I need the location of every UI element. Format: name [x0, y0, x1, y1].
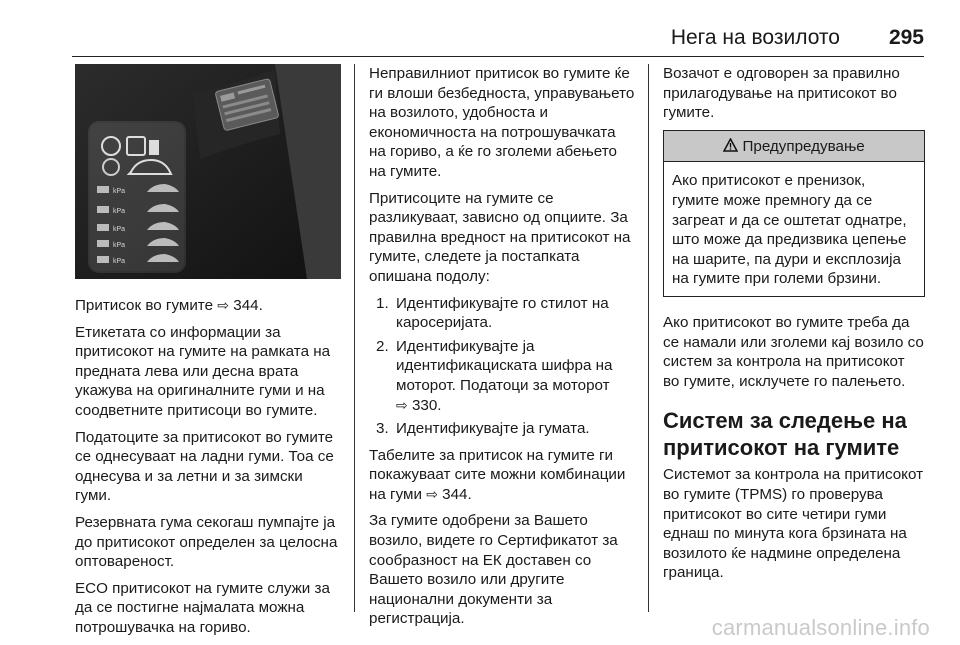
column-divider-2 [648, 64, 649, 612]
paragraph: Табелите за притисок на гумите ги покажуваат сите можни комбинации на гуми ⇨ 344. [369, 446, 626, 503]
step-number: 1. [376, 294, 389, 312]
step-text: Идентификувајте ја идентификацискaта шифра на моторот. Податоци за моторот [396, 337, 613, 394]
label-kpa-5: kPa [113, 258, 126, 265]
list-item [369, 419, 635, 439]
warning-body: Ако притисокот е пренизок, гумите може премногу да се загреат и да се оштетат однатре, што може да предизвика цепење на шарите, па дури и експлозија на гумите при големи брзини. [672, 172, 907, 288]
photo-caption: Притисок во гумите ⇨ 344. [75, 297, 263, 314]
step-text: Идентификувајте ја гумата. [396, 420, 590, 438]
page-ref-arrow-icon: ⇨ [217, 297, 230, 313]
step-number: 3. [376, 420, 389, 438]
tyre-label-photo [75, 64, 341, 279]
step-text: Идентификувајте го стилот на каросеријата. [396, 294, 609, 332]
page-ref-arrow-icon: ⇨ [426, 485, 438, 502]
warning-triangle-icon [723, 138, 738, 152]
paragraph: Податоците за притисокот во гумите се однесуваат на ладни гуми. Тоа се однесува и за летни и за зимски гуми. [75, 428, 334, 505]
step-number: 2. [376, 337, 389, 355]
column-2 [369, 64, 635, 636]
warning-box [663, 130, 925, 297]
step-page-ref[interactable]: 330. [411, 396, 442, 414]
warning-header [664, 131, 924, 163]
paragraph: Возачот е одговорен за правилно прилагодување на притисокот во гумите. [663, 65, 900, 122]
paragraph: Неправилниот притисок во гумите ќе ги влоши безбедноста, управувањето на возилото, удобноста и економичноста на потрошувачката на гориво, а ќе го зголеми абењето на гумите. [369, 65, 635, 180]
section-heading: Систем за следење на притисокот на гумите [663, 408, 907, 461]
page-header [0, 0, 960, 56]
column-1 [75, 57, 341, 645]
caption-page-ref[interactable]: 344. [233, 297, 263, 314]
paragraph-page-ref[interactable]: 344. [442, 485, 472, 503]
label-kpa-1: kPa [113, 188, 126, 195]
paragraph: Ако притисокот во гумите треба да се намали или зголеми кај возило со систем за контрола на притисокот во гумите, исклучете го палењето. [663, 313, 924, 390]
paragraph: Системот за контрола на притисокот во гумите (TPMS) го проверува притисокот во сите четири гуми еднаш по минута кога брзината на возилото ќе надмине определена граница. [663, 466, 924, 582]
list-item [369, 294, 635, 333]
page-number: 295 [888, 26, 924, 49]
label-kpa-3: kPa [113, 226, 126, 233]
section-title: Нега на возилото [670, 26, 840, 49]
column-3 [663, 64, 925, 590]
tyre-label-illustration [75, 64, 341, 279]
watermark: carmanualsonline.info [711, 615, 930, 640]
label-kpa-2: kPa [113, 208, 126, 215]
paragraph: Притисоците на гумите се разликуваат, зависно од опциите. За правилна вредност на притисокот на гумите, следете ја постапката опишана подолу: [369, 189, 631, 285]
column-divider-1 [354, 64, 355, 612]
paragraph: Етикетата со информации за притисокот на гумите на рамката на предната лева или десна врата укажува на оригиналните гуми и на соодветните притисоци во гумите. [75, 323, 331, 419]
list-item [369, 337, 635, 415]
paragraph: За гумите одобрени за Вашето возило, видете го Сертификатот за сообразност на ЕК доставен со Вашето возило или другите национални документи за регистрација. [369, 512, 618, 628]
page-ref-arrow-icon: ⇨ [396, 396, 408, 413]
steps-list [369, 294, 635, 439]
paragraph: ECO притисокот на гумите служи за да се постигне најмалата можна потрошувачка на гориво. [75, 579, 330, 636]
warning-title: Предупредување [742, 137, 865, 155]
label-kpa-4: kPa [113, 242, 126, 249]
paragraph: Резервната гума секогаш пумпајте ја до притисокот определен за целосна оптовареност. [75, 513, 338, 571]
